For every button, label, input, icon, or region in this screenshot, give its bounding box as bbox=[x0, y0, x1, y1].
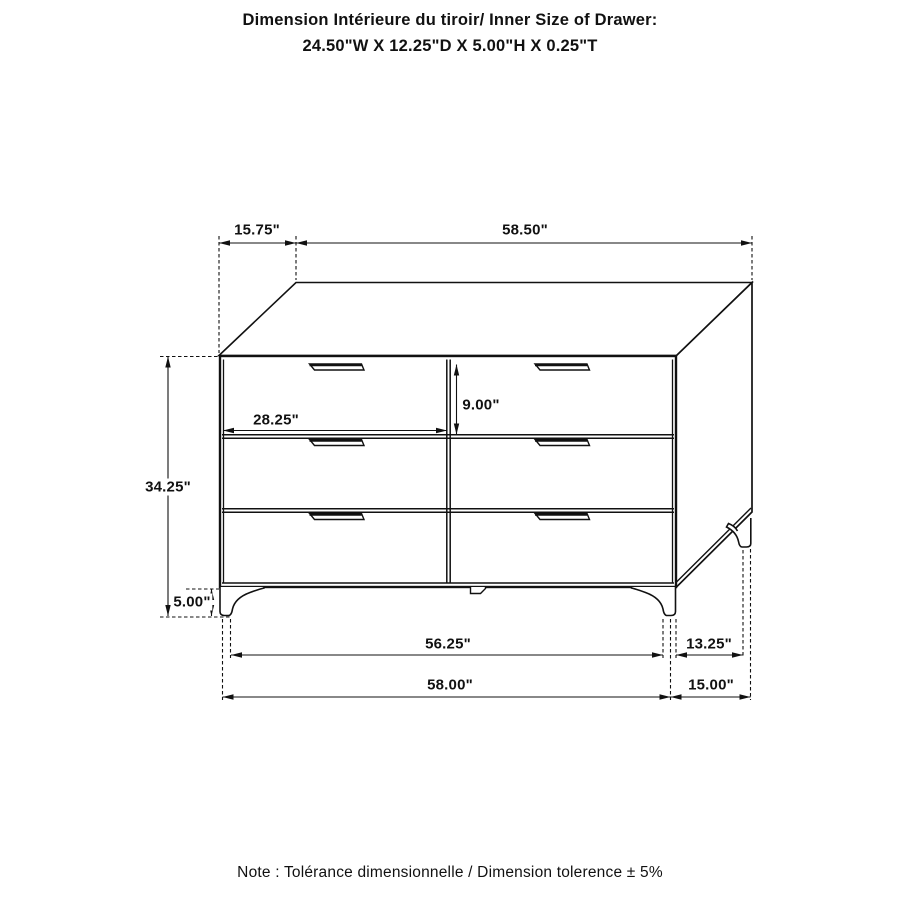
front-left-leg bbox=[220, 587, 264, 616]
arrow-right-icon bbox=[285, 240, 296, 245]
arrow-left-icon bbox=[676, 652, 687, 657]
arrow-right-icon bbox=[732, 652, 743, 657]
top-face bbox=[219, 283, 752, 356]
dim-label-bottom-inner-depth: 13.25" bbox=[686, 635, 732, 653]
drawer-handle bbox=[310, 440, 365, 446]
arrow-left-icon bbox=[231, 652, 242, 657]
dim-label-bottom-width: 58.00" bbox=[427, 676, 473, 694]
drawer-handle bbox=[535, 440, 590, 446]
drawing-title-line2: 24.50"W X 12.25"D X 5.00"H X 0.25"T bbox=[302, 36, 598, 55]
drawer-handle bbox=[535, 364, 590, 370]
arrow-left-icon bbox=[671, 694, 682, 699]
arrow-up-icon bbox=[165, 357, 170, 368]
drawing-title-line1: Dimension Intérieure du tiroir/ Inner Size of Drawer: bbox=[242, 11, 658, 29]
arrow-right-icon bbox=[741, 240, 752, 245]
dim-label-leg-height: 5.00" bbox=[173, 593, 211, 611]
dim-label-top-depth: 15.75" bbox=[234, 221, 280, 239]
dim-label-overall-height: 34.25" bbox=[145, 478, 191, 496]
arrow-left-icon bbox=[219, 240, 230, 245]
dim-label-bottom-inner-width: 56.25" bbox=[425, 635, 471, 653]
drawer-handle bbox=[310, 364, 365, 370]
drawer-handle bbox=[535, 514, 590, 520]
cabinet-body bbox=[219, 283, 752, 588]
dim-label-bottom-depth: 15.00" bbox=[688, 676, 734, 694]
arrow-down-icon bbox=[165, 605, 170, 616]
arrow-left-icon bbox=[296, 240, 307, 245]
dim-label-top-width: 58.50" bbox=[502, 221, 548, 239]
dim-label-drawer-height: 9.00" bbox=[462, 396, 500, 414]
front-right-leg bbox=[632, 587, 676, 616]
arrow-right-icon bbox=[660, 694, 671, 699]
arrow-left-icon bbox=[223, 694, 234, 699]
arrow-right-icon bbox=[652, 652, 663, 657]
tolerance-note: Note : Tolérance dimensionnelle / Dimension tolerence ± 5% bbox=[237, 864, 663, 881]
front-face bbox=[220, 356, 676, 587]
dim-label-drawer-width: 28.25" bbox=[253, 411, 299, 429]
center-support-glide bbox=[471, 587, 486, 594]
arrow-right-icon bbox=[740, 694, 751, 699]
drawer-handle bbox=[310, 514, 365, 520]
